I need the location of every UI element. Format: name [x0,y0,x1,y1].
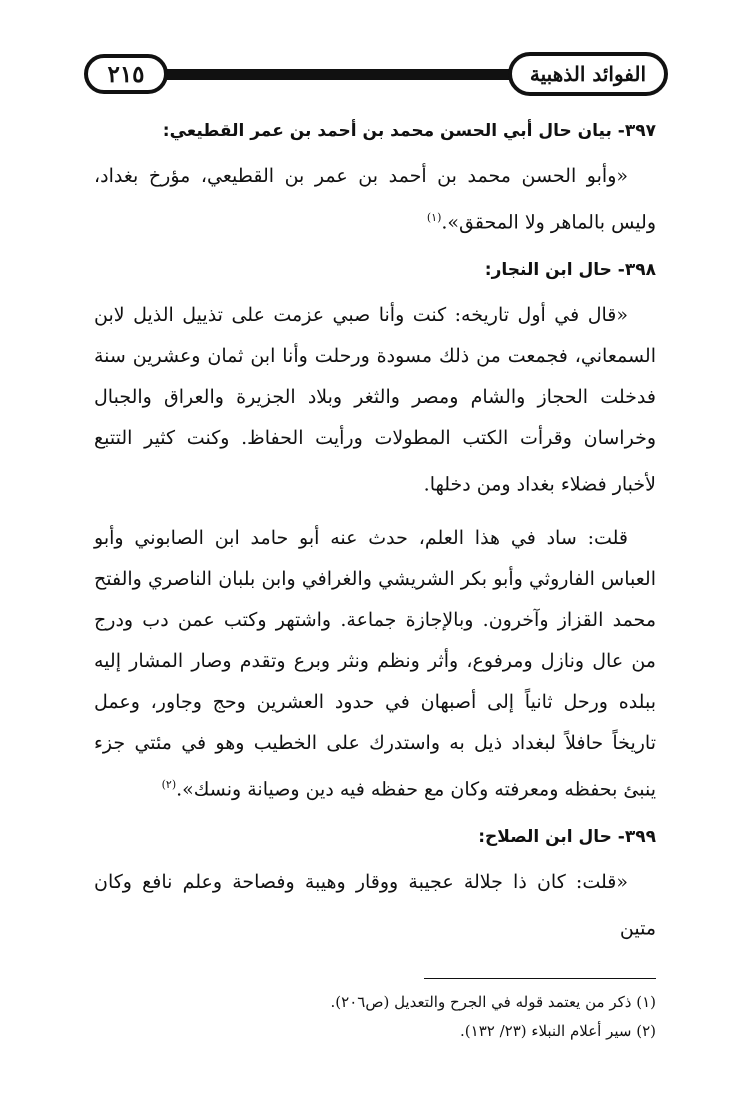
paragraph-text: قلت: ساد في هذا العلم، حدث عنه أبو حامد ابن الصابوني وأبو العباس الفاروثي وأبو بكر الشريشي والغرافي وابن بلبان الناصري والفتح محمد القزاز وآخرون. وبالإجازة جماعة. واشتهر وكتب عمن دب ودرج من عال ونازل ومرفوع، وأثر ونظم ونثر وبرع وتقدم وصار المشار إليه ببلده ورحل ثانياً إلى أصبهان في حدود العشرين وحج وجاور، وعمل تاريخاً حافلاً لبغداد ذيل به واستدرك على الخطيب وهو في مئتي جزء ينبئ بحفظه ومعرفته وكان مع حفظه فيه دين وصيانة ونسك». [94,526,656,800]
page-number: ٢١٥ [84,54,168,94]
footnote-ref: (٢) [161,777,177,791]
footnote-1: (١) ذكر من يعتمد قوله في الجرح والتعديل (ص٢٠٦). [330,993,656,1011]
page-header [84,52,668,104]
footnote-separator [424,978,656,979]
section-heading-398: ٣٩٨- حال ابن النجار: [484,260,656,281]
paragraph-text: «وأبو الحسن محمد بن أحمد بن عمر بن القطيعي، مؤرخ بغداد، وليس بالماهر ولا المحقق». [94,165,656,234]
footnotes [94,988,656,1046]
paragraph-text: «قلت: كان ذا جلالة عجيبة ووقار وهيبة وفصاحة وعلم نافع وكان متين [94,870,656,940]
book-title: الفوائد الذهبية [508,52,668,96]
header-rule [124,69,548,80]
paragraph [94,518,656,810]
footnote-2: (٢) سير أعلام النبلاء (٢٣/ ١٣٢). [460,1022,656,1040]
page-body [94,108,656,961]
paragraph-text: «قال في أول تاريخه: كنت وأنا صبي عزمت على تذييل الذيل لابن السمعاني، فجمعت من ذلك مسودة ورحلت وأنا ابن ثمان وعشرين سنة فدخلت الحجاز والشام ومصر والثغر وبلاد الجزيرة والعراق والجبال وخراسان وقرأت الكتب المطولات ورأيت الحفاظ. وكنت كثير التتبع لأخبار فضلاء بغداد ومن دخلها. [94,304,656,496]
paragraph [94,156,656,243]
section-heading-399: ٣٩٩- حال ابن الصلاح: [478,826,656,847]
section-heading-397: ٣٩٧- بيان حال أبي الحسن محمد بن أحمد بن عمر القطيعي: [162,121,656,141]
footnote-ref: (١) [426,211,442,224]
paragraph [94,295,656,505]
paragraph [94,862,656,949]
